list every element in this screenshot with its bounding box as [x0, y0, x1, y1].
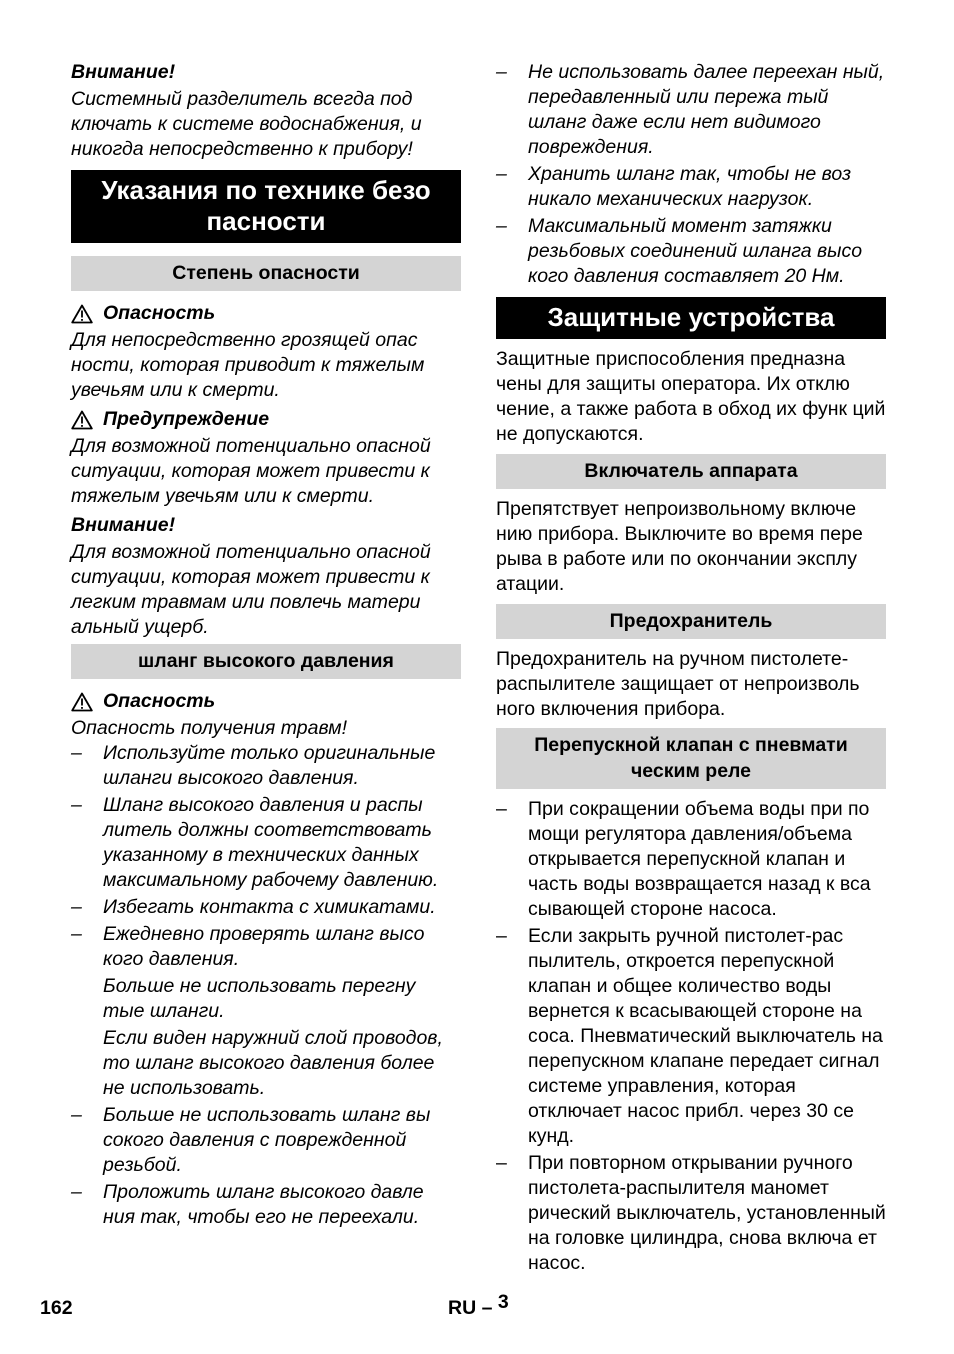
page-separator: –: [481, 1297, 493, 1319]
list-item: – Максимальный момент затяжки резьбовых соединений шланга высо кого давления составляет 20 Нм.: [496, 214, 886, 289]
sub-page-number: 3: [497, 1291, 509, 1313]
list-item: – Хранить шланг так, чтобы не воз никало механических нагрузок.: [496, 162, 886, 212]
list-item: – Ежедневно проверять шланг высо кого давления.: [71, 922, 461, 972]
danger-title: Опасность: [103, 302, 216, 324]
page-label: [448, 1291, 509, 1321]
fuse-heading: Предохранитель: [496, 604, 886, 639]
switch-heading: Включатель аппарата: [496, 454, 886, 489]
attention-title: Внимание!: [71, 514, 176, 536]
list-item: – Используйте только оригинальные шланги высокого давления.: [71, 741, 461, 791]
fuse-text: Предохранитель на ручном пистолете-распылителе защищает от непроизволь ного включения прибора.: [496, 648, 860, 720]
list-subparagraph: Больше не использовать перегну тые шланги.: [103, 975, 416, 1022]
left-column: [71, 60, 461, 1232]
list-item: – Больше не использовать шланг вы сокого давления с поврежденной резьбой.: [71, 1103, 461, 1178]
right-column: [496, 60, 886, 1278]
hose-danger-text: Опасность получения травм!: [71, 717, 348, 739]
hazard-level-heading: Степень опасности: [71, 256, 461, 291]
protect-heading: Защитные устройства: [496, 297, 886, 339]
protect-text: Защитные приспособления предназна чены для защиты оператора. Их отклю чение, а также работа в обход их функ ций не допускаются.: [496, 348, 886, 445]
list-item: – Не использовать далее переехан ный, передавленный или пережа тый шланг даже если нет видимого повреждения.: [496, 60, 886, 160]
warning-text: Для возможной потенциально опасной ситуации, которая может привести к тяжелым увечьям или к смерти.: [71, 435, 431, 507]
list-item: – При сокращении объема воды при по мощи регулятора давления/объема открывается перепускной клапан и часть воды возвращается назад к вса сывающей стороне насоса.: [496, 797, 886, 922]
list-item: – Если закрыть ручной пистолет-рас пылитель, откроется перепускной клапан и общее количество воды вернется к всасывающей стороне на соса. Пневматический выключатель на перепускном клапане передает сигнал системе управления, которая отключает насос прибл. через 30 се кунд.: [496, 924, 886, 1149]
hose-list-continued: [496, 60, 886, 289]
valve-list: [496, 797, 886, 1276]
danger-text: Для непосредственно грозящей опас ности, которая приводит к тяжелым увечьям или к смерти.: [71, 329, 425, 401]
list-subparagraph: Если виден наружний слой проводов, то шланг высокого давления более не использовать.: [103, 1027, 443, 1099]
list-item: – Шланг высокого давления и распы литель должны соответствовать указанному в технических данных максимальному рабочему давлению.: [71, 793, 461, 893]
attention-text: Системный разделитель всегда под ключать к системе водоснабжения, и никогда непосредственно к прибору!: [71, 88, 422, 160]
warning-heading: [71, 407, 461, 432]
safety-heading: Указания по технике безо пасности: [71, 170, 461, 243]
list-item: – Проложить шланг высокого давле ния так, чтобы его не переехали.: [71, 1180, 461, 1230]
language-code: RU: [448, 1297, 477, 1319]
warning-title: Предупреждение: [103, 408, 270, 430]
page-number: 162: [40, 1297, 73, 1319]
warning-triangle-icon: [71, 692, 93, 712]
list-item: – При повторном открывании ручного пистолета-распылителя маномет рический выключатель, установленный на головке цилиндра, снова включа ет насос.: [496, 1151, 886, 1276]
danger-heading: [71, 301, 461, 326]
warning-triangle-icon: [71, 304, 93, 324]
hose-list: [71, 741, 461, 972]
list-item: – Избегать контакта с химикатами.: [71, 895, 461, 920]
warning-triangle-icon: [71, 410, 93, 430]
valve-heading: Перепускной клапан с пневмати ческим реле: [496, 728, 886, 789]
attention-text: Для возможной потенциально опасной ситуации, которая может привести к легким травмам или повлечь матери альный ущерб.: [71, 541, 431, 638]
hose-danger-title: Опасность: [103, 690, 216, 712]
hose-danger-heading: [71, 689, 461, 714]
hose-heading: шланг высокого давления: [71, 644, 461, 679]
attention-title: Внимание!: [71, 61, 176, 83]
hose-list-continued: [71, 1103, 461, 1230]
switch-text: Препятствует непроизвольному включе нию прибора. Выключите во время пере рыва в работе или по окончании эксплу атации.: [496, 498, 863, 595]
